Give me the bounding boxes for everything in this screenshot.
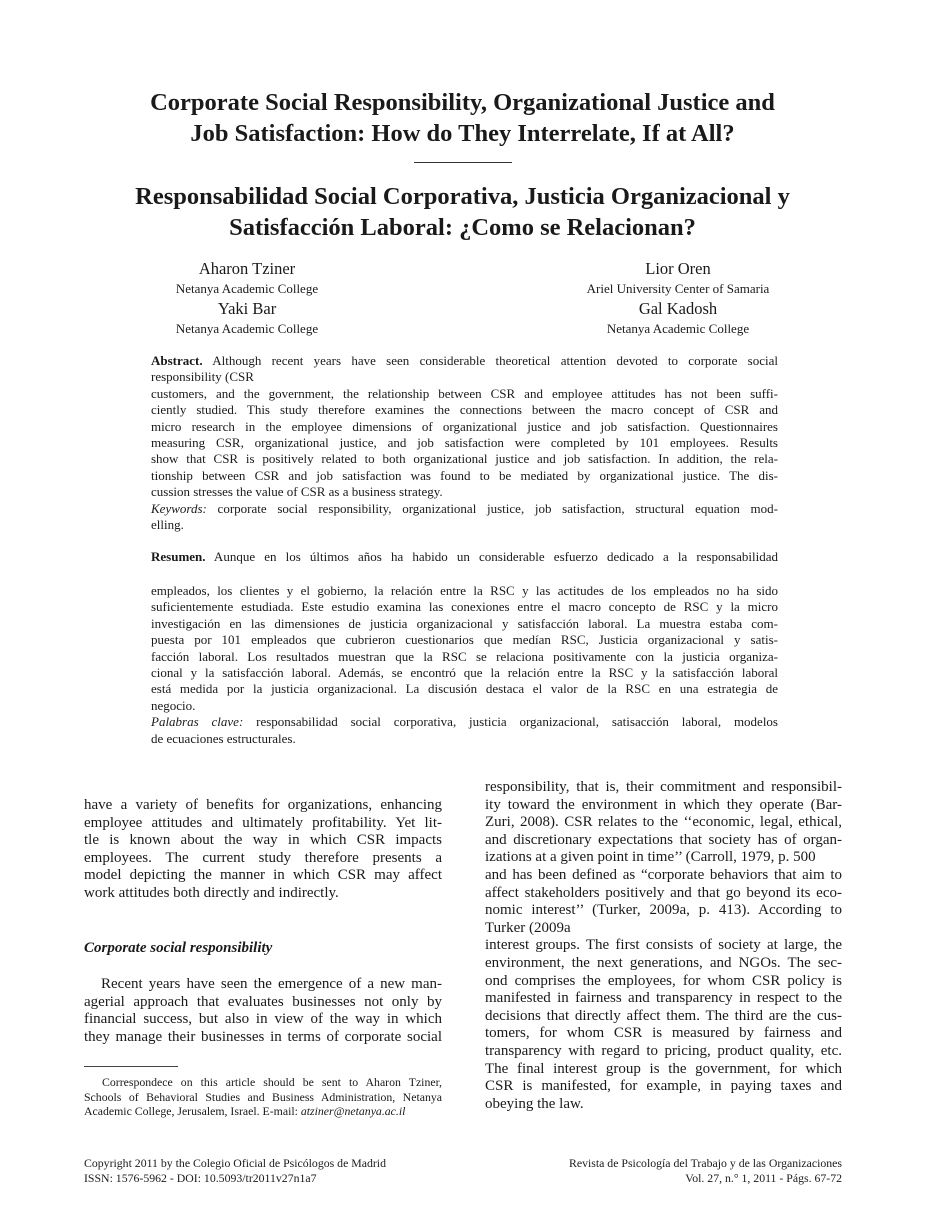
body-line: financial success, but also in view of the way in which <box>84 1011 442 1028</box>
body-line: they manage their businesses in terms of corporate social <box>84 1028 442 1045</box>
abstract-text: tionship between CSR and job satisfaction was found to be mediated by organizational justice. The dis- <box>151 467 778 483</box>
abstract-text: customers, and the government, the relationship between CSR and employee attitudes has not been suffi- <box>151 385 778 401</box>
keywords-text: corporate social responsibility, organizational justice, job satisfaction, structural equation mod- <box>206 500 778 516</box>
palabras-clave-label: Palabras clave: <box>151 714 244 730</box>
resumen-text: facción laboral. Los resultados muestran que la RSC se relaciona positivamente con la justicia organiza- <box>151 648 778 664</box>
palabras-clave-text: de ecuaciones estructurales. <box>151 730 296 746</box>
body-line: interest groups. The first consists of society at large, the <box>485 937 842 954</box>
section-heading: Corporate social responsibility <box>84 940 273 956</box>
keywords-label: Keywords: <box>151 500 207 516</box>
body-line: Turker (2009a <box>485 919 571 936</box>
title-english-line: Corporate Social Responsibility, Organizational Justice and <box>150 89 775 116</box>
body-line: affect stakeholders positively and that go beyond its eco- <box>485 884 842 901</box>
author-name: Aharon Tziner <box>198 259 296 278</box>
body-line: environment, the next generations, and NGOs. The sec- <box>485 954 842 971</box>
left-column-para2 <box>84 976 442 1046</box>
footnote <box>84 1075 442 1119</box>
author-name: Yaki Bar <box>217 299 277 318</box>
abstract-label: Abstract. <box>151 353 203 368</box>
title-english-line: Job Satisfaction: How do They Interrelate, If at All? <box>190 120 735 147</box>
author-affiliation: Netanya Academic College <box>606 321 750 336</box>
volume-pages: Vol. 27, n.° 1, 2011 - Págs. 67-72 <box>685 1171 842 1185</box>
body-line: decisions that directly affect them. The third are the cus- <box>485 1007 842 1024</box>
author-affiliation: Netanya Academic College <box>175 281 319 296</box>
resumen-body <box>151 583 778 747</box>
resumen-text: investigación en las dimensiones de justicia organizacional y satisfacción laboral. La muestra estaba com- <box>151 615 778 631</box>
body-line: ity toward the environment in which they operate (Bar- <box>485 796 842 813</box>
abstract-text: ciently studied. This study therefore examines the connections between the macro concept of CSR and <box>151 402 778 418</box>
body-line: obeying the law. <box>485 1095 584 1112</box>
body-line: transparency with regard to pricing, product quality, etc. <box>485 1042 842 1059</box>
resumen-label: Resumen. <box>151 549 206 564</box>
abstract-text: measuring CSR, organizational justice, and job satisfaction were completed by 101 employees. Results <box>151 434 778 450</box>
body-line: nomic interest’’ (Turker, 2009a, p. 413). According to <box>485 902 842 919</box>
resumen-text: suficientemente estudiada. Este estudio examina las conexiones entre el macro concepto de RSC y la micro <box>151 599 778 615</box>
body-line: work attitudes both directly and indirectly. <box>84 884 339 901</box>
author-name: Lior Oren <box>645 259 711 278</box>
title-separator <box>414 162 512 163</box>
body-line: manifested in fairness and transparency in respect to the <box>485 990 842 1007</box>
journal-name: Revista de Psicología del Trabajo y de las Organizaciones <box>568 1156 842 1170</box>
resumen-text: puesta por 101 empleados que cubrieron cuestionarios que medían RSC, Justicia organizacional y satis- <box>151 632 778 648</box>
body-line: responsibility, that is, their commitment and responsibil- <box>485 779 842 795</box>
authors-right <box>548 258 808 338</box>
body-line: ond comprises the employees, for whom CSR policy is <box>485 972 842 989</box>
palabras-clave-text: responsabilidad social corporativa, justicia organizacional, satisacción laboral, modelos <box>243 714 778 730</box>
footnote-line: Correspondece on this article should be sent to Aharon Tziner, <box>102 1075 442 1089</box>
body-line: agerial approach that evaluates businesses not only by <box>84 993 442 1010</box>
resumen-text: empleados, los clientes y el gobierno, la relación entre la RSC y las actitudes de los empleados no ha sido <box>151 583 778 598</box>
body-line: Recent years have seen the emergence of a new man- <box>101 976 442 992</box>
author-affiliation: Netanya Academic College <box>175 321 319 336</box>
resumen-text: cional y la satisfacción laboral. Además, se encontró que la relación entre la RSC y la satisfacción laboral <box>151 664 778 680</box>
title-english <box>0 87 925 149</box>
resumen <box>151 549 778 565</box>
authors-left <box>137 258 357 338</box>
title-spanish <box>0 181 925 243</box>
copyright: Copyright 2011 by the Colegio Oficial de Psicólogos de Madrid <box>84 1156 386 1170</box>
body-line: model depicting the manner in which CSR may affect <box>84 867 442 884</box>
footnote-rule <box>84 1066 178 1067</box>
footer-right <box>569 1156 842 1186</box>
resumen-text: está medida por la justicia organizacional. La discusión destaca el valor de la RSC en una estrategia de <box>151 681 778 697</box>
right-column <box>485 779 842 1113</box>
body-line: Zuri, 2008). CSR relates to the ‘‘economic, legal, ethical, <box>485 814 842 831</box>
body-line: and discretionary expectations that society has of organ- <box>485 831 842 848</box>
resumen-text: negocio. <box>151 697 196 713</box>
footnote-line: Schools of Behavioral Studies and Business Administration, Netanya <box>84 1089 442 1104</box>
body-line: CSR is manifested, for example, in paying taxes and <box>485 1078 842 1095</box>
correspondence-email[interactable]: atziner@netanya.ac.il <box>300 1104 406 1119</box>
abstract-text: responsibility (CSR <box>151 369 254 385</box>
body-line: The final interest group is the government, for which <box>485 1060 842 1077</box>
body-line: employee attitudes and ultimately profitability. Yet lit- <box>84 814 442 831</box>
author-affiliation: Ariel University Center of Samaria <box>586 281 770 296</box>
body-line: and has been defined as “corporate behaviors that aim to <box>485 866 842 883</box>
body-line: tomers, for whom CSR is measured by fairness and <box>485 1025 842 1042</box>
keywords-text: elling. <box>151 516 184 532</box>
resumen-text: Aunque en los últimos años ha habido un considerable esfuerzo dedicado a la responsabilidad <box>205 549 778 564</box>
footer-left <box>84 1156 386 1186</box>
body-line: employees. The current study therefore presents a <box>84 849 442 866</box>
issn-doi: ISSN: 1576-5962 - DOI: 10.5093/tr2011v27n1a7 <box>84 1171 317 1185</box>
left-column-para1 <box>84 797 442 903</box>
body-line: tle is known about the way in which CSR impacts <box>84 832 442 849</box>
body-line: izations at a given point in time’’ (Carroll, 1979, p. 500 <box>485 849 816 866</box>
abstract-text: cussion stresses the value of CSR as a business strategy. <box>151 484 443 500</box>
footnote-line: Academic College, Jerusalem, Israel. E-mail: <box>84 1104 301 1119</box>
abstract <box>151 353 778 533</box>
author-name: Gal Kadosh <box>638 299 718 318</box>
body-line: have a variety of benefits for organizations, enhancing <box>84 797 442 813</box>
title-spanish-line: Responsabilidad Social Corporativa, Justicia Organizacional y <box>135 183 790 210</box>
title-spanish-line: Satisfacción Laboral: ¿Como se Relacionan? <box>229 214 696 241</box>
abstract-text: show that CSR is positively related to both organizational justice and job satisfaction. In addition, the rela- <box>151 451 778 467</box>
abstract-text: micro research in the employee dimensions of organizational justice and job satisfaction. Questionnaires <box>151 418 778 434</box>
abstract-text: Although recent years have seen considerable theoretical attention devoted to corporate social <box>202 353 778 368</box>
